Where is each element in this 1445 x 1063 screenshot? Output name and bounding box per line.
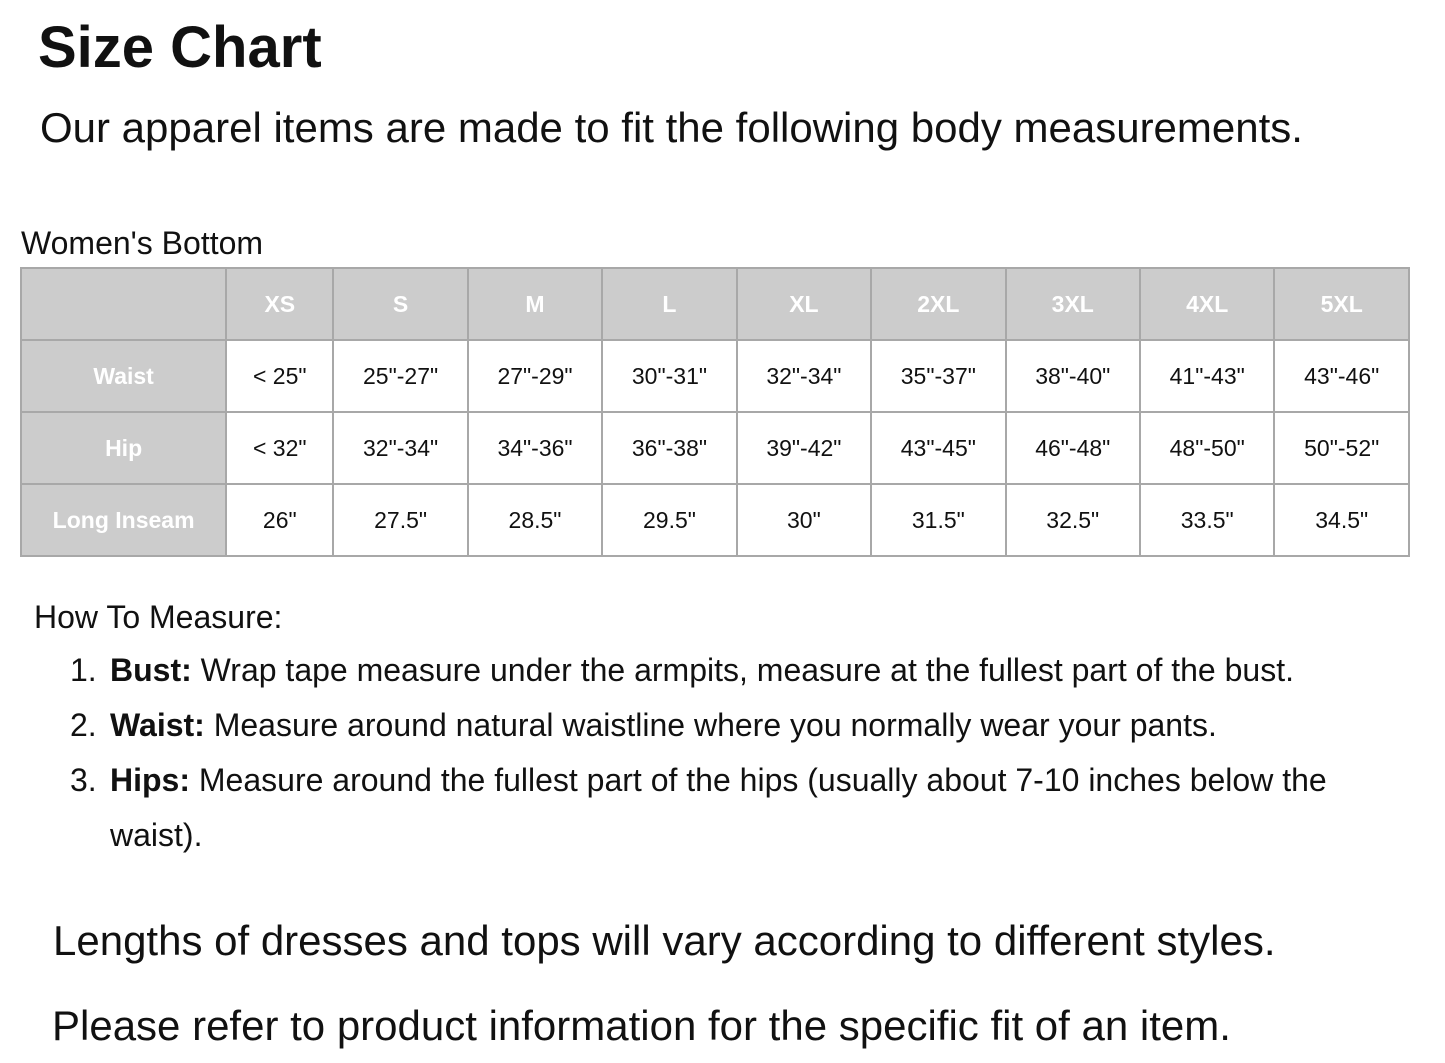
table-row bbox=[21, 484, 1409, 556]
header-cell: L bbox=[602, 268, 736, 340]
table-cell: 27"-29" bbox=[468, 340, 602, 412]
instruction-number: 3. bbox=[70, 762, 97, 798]
header-cell: XL bbox=[737, 268, 871, 340]
row-label: Hip bbox=[21, 412, 226, 484]
instruction-number: 2. bbox=[70, 707, 97, 743]
footer-note-refer: Please refer to product information for the specific fit of an item. bbox=[52, 1002, 1231, 1049]
table-cell: 32"-34" bbox=[333, 412, 467, 484]
table-cell: 30"-31" bbox=[602, 340, 736, 412]
table-cell: 38"-40" bbox=[1006, 340, 1140, 412]
table-cell: 48"-50" bbox=[1140, 412, 1274, 484]
instruction-text bbox=[110, 698, 1400, 753]
table-cell: 29.5" bbox=[602, 484, 736, 556]
table-cell: 43"-46" bbox=[1274, 340, 1409, 412]
table-cell: 46"-48" bbox=[1006, 412, 1140, 484]
header-cell bbox=[21, 268, 226, 340]
instruction-text bbox=[110, 753, 1380, 863]
table-cell: 32.5" bbox=[1006, 484, 1140, 556]
page-subtitle: Our apparel items are made to fit the following body measurements. bbox=[40, 104, 1303, 151]
table-cell: < 32" bbox=[226, 412, 333, 484]
how-to-measure-heading: How To Measure: bbox=[34, 599, 283, 635]
table-cell: 50"-52" bbox=[1274, 412, 1409, 484]
table-cell: 26" bbox=[226, 484, 333, 556]
header-cell: 2XL bbox=[871, 268, 1005, 340]
page-title: Size Chart bbox=[38, 15, 322, 80]
table-header-row bbox=[21, 268, 1409, 340]
table-cell: 34.5" bbox=[1274, 484, 1409, 556]
table-cell: < 25" bbox=[226, 340, 333, 412]
table-cell: 41"-43" bbox=[1140, 340, 1274, 412]
table-cell: 39"-42" bbox=[737, 412, 871, 484]
instruction-description: Measure around the fullest part of the hips (usually about 7-10 inches below the waist). bbox=[110, 762, 1327, 853]
table-cell: 36"-38" bbox=[602, 412, 736, 484]
table-cell: 25"-27" bbox=[333, 340, 467, 412]
instruction-text bbox=[110, 643, 1400, 698]
header-cell: 5XL bbox=[1274, 268, 1409, 340]
table-row bbox=[21, 412, 1409, 484]
header-cell: S bbox=[333, 268, 467, 340]
instruction-description: Measure around natural waistline where you normally wear your pants. bbox=[204, 707, 1217, 743]
header-cell: XS bbox=[226, 268, 333, 340]
table-cell: 35"-37" bbox=[871, 340, 1005, 412]
row-label: Long Inseam bbox=[21, 484, 226, 556]
table-cell: 27.5" bbox=[333, 484, 467, 556]
size-table bbox=[20, 267, 1410, 557]
instruction-term: Hips: bbox=[110, 762, 190, 798]
table-cell: 31.5" bbox=[871, 484, 1005, 556]
table-cell: 43"-45" bbox=[871, 412, 1005, 484]
instruction-term: Bust: bbox=[110, 652, 192, 688]
table-row bbox=[21, 340, 1409, 412]
table-cell: 33.5" bbox=[1140, 484, 1274, 556]
instruction-term: Waist: bbox=[110, 707, 205, 743]
section-label: Women's Bottom bbox=[21, 225, 264, 261]
footer-note-lengths: Lengths of dresses and tops will vary according to different styles. bbox=[53, 917, 1276, 964]
table-cell: 28.5" bbox=[468, 484, 602, 556]
instruction-description: Wrap tape measure under the armpits, measure at the fullest part of the bust. bbox=[191, 652, 1294, 688]
table-cell: 30" bbox=[737, 484, 871, 556]
header-cell: 3XL bbox=[1006, 268, 1140, 340]
table-cell: 34"-36" bbox=[468, 412, 602, 484]
table-cell: 32"-34" bbox=[737, 340, 871, 412]
header-cell: 4XL bbox=[1140, 268, 1274, 340]
row-label: Waist bbox=[21, 340, 226, 412]
header-cell: M bbox=[468, 268, 602, 340]
instruction-number: 1. bbox=[70, 652, 97, 688]
